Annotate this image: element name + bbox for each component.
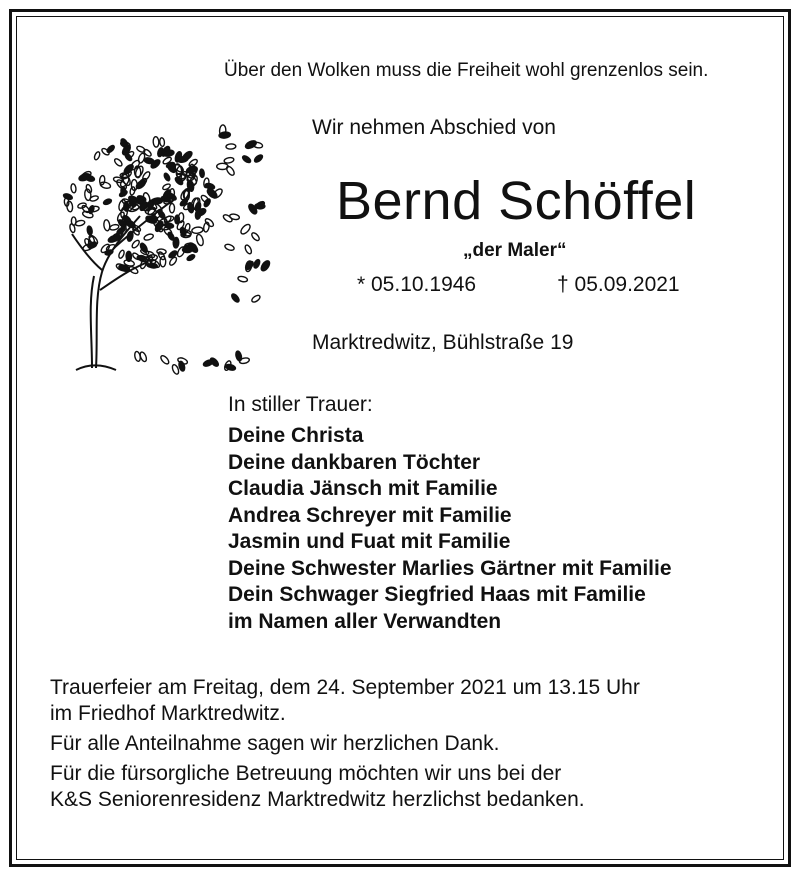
mourner: Deine Schwester Marlies Gärtner mit Familie <box>228 556 672 580</box>
care-thanks-line: Für die fürsorgliche Betreuung möchten wir uns bei der <box>50 762 562 785</box>
mourning-label: In stiller Trauer: <box>228 393 373 416</box>
mourner: im Namen aller Verwandten <box>228 609 502 633</box>
deceased-name: Bernd Schöffel <box>336 171 697 231</box>
footer-text <box>50 675 640 813</box>
funeral-info: Trauerfeier am Freitag, dem 24. September 2021 um 13.15 Uhr <box>50 676 640 699</box>
thanks-text: Für alle Anteilnahme sagen wir herzlichen Dank. <box>50 732 500 755</box>
mourner: Claudia Jänsch mit Familie <box>228 477 498 500</box>
windblown-tree-icon <box>36 94 272 380</box>
mourner: Andrea Schreyer mit Familie <box>228 503 512 527</box>
mourners-list <box>228 423 672 635</box>
mourner: Dein Schwager Siegfried Haas mit Familie <box>228 583 646 606</box>
motto: Über den Wolken muss die Freiheit wohl grenzenlos sein. <box>224 60 709 81</box>
mourner: Jasmin und Fuat mit Familie <box>228 530 511 553</box>
nickname: „der Maler“ <box>463 240 567 261</box>
intro-text: Wir nehmen Abschied von <box>312 116 556 139</box>
tree-leaves <box>63 125 271 375</box>
mourner: Deine dankbaren Töchter <box>228 450 481 474</box>
mourner: Deine Christa <box>228 424 364 447</box>
funeral-location: im Friedhof Marktredwitz. <box>50 702 286 725</box>
address: Marktredwitz, Bühlstraße 19 <box>312 331 574 354</box>
birth-date: * 05.10.1946 <box>357 273 477 296</box>
care-thanks-line: K&S Seniorenresidenz Marktredwitz herzlichst bedanken. <box>50 788 585 811</box>
death-date: † 05.09.2021 <box>557 273 680 296</box>
